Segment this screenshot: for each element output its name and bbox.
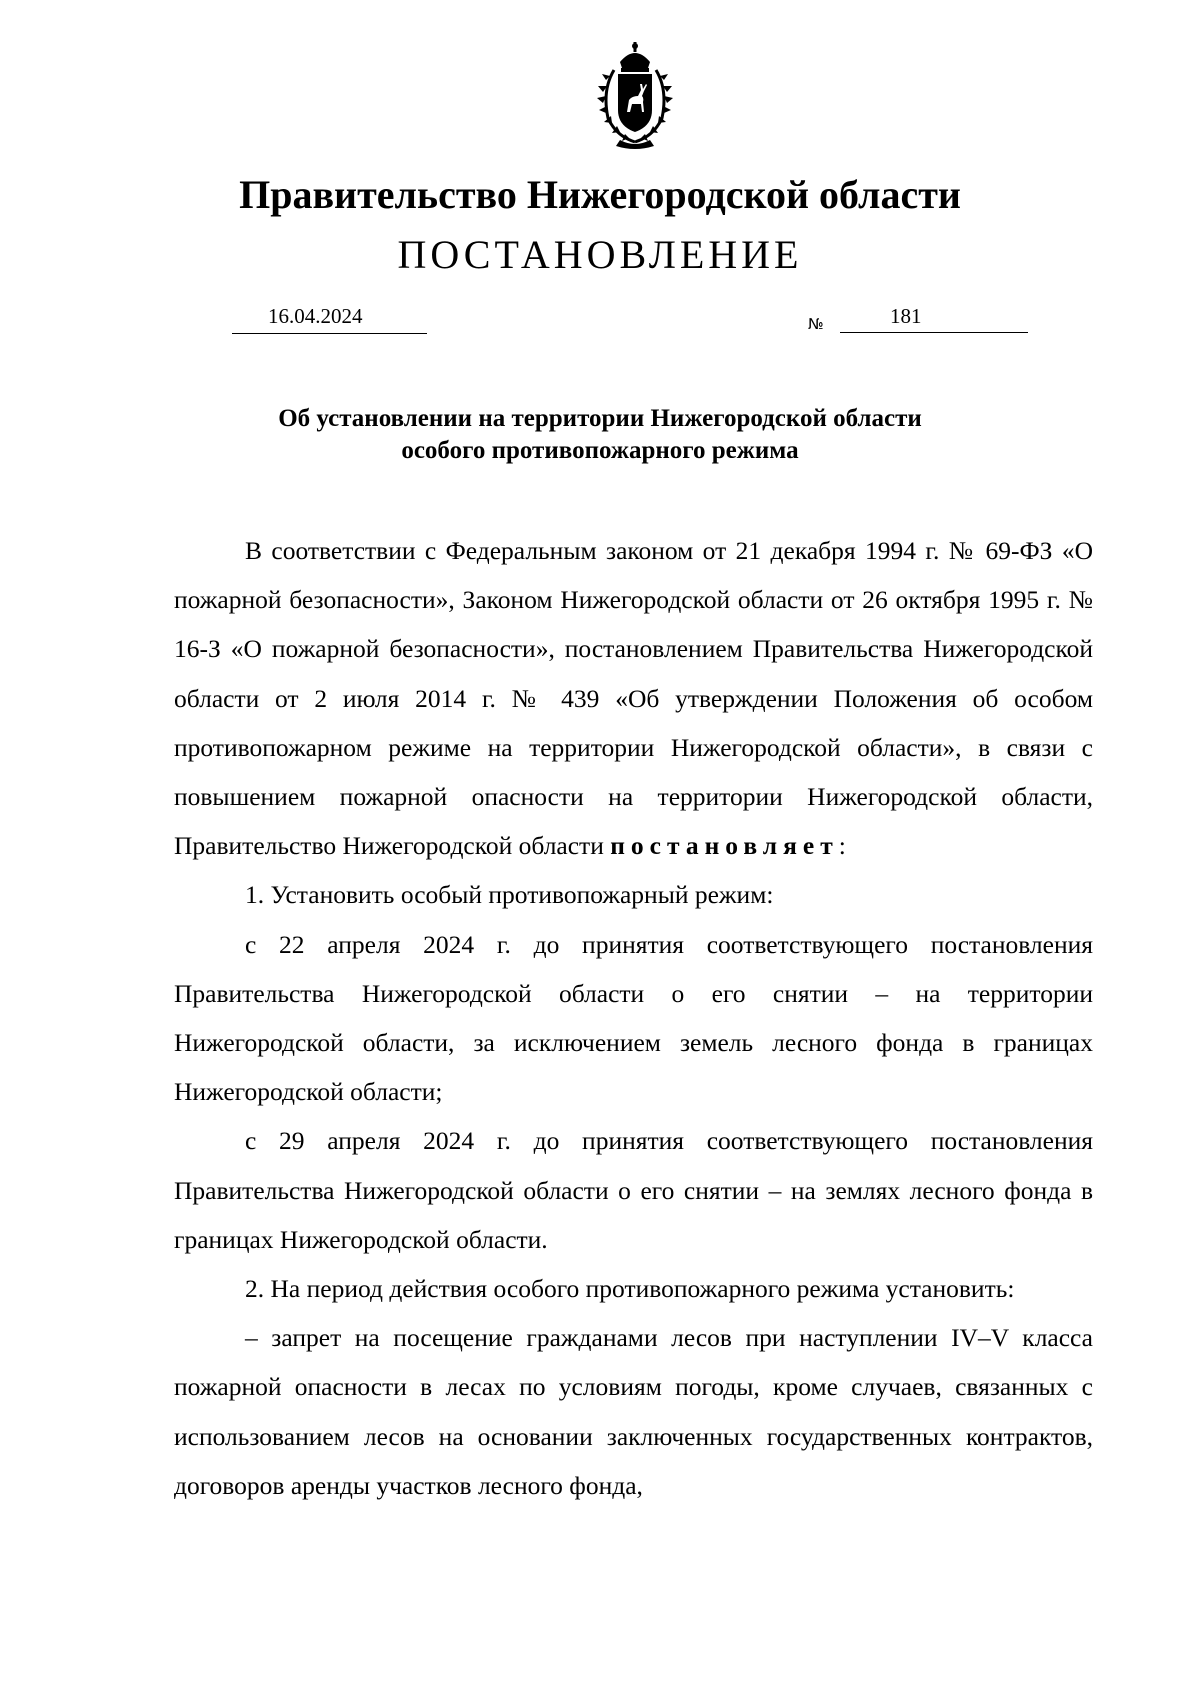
item-1-a: с 22 апреля 2024 г. до принятия соответствующего постановления Правительства Нижегородской области о его снятии – на территории Нижегородской области, за исключением земель лесного фонда в границах Нижегородской области;: [174, 929, 1093, 1107]
document-number: 181: [890, 304, 922, 328]
preamble-paragraph: [174, 526, 1093, 870]
document-date: 16.04.2024: [268, 304, 363, 328]
resolves-suffix: :: [838, 831, 846, 861]
item-2: 2. На период действия особого противопожарного режима установить:: [245, 1274, 1015, 1304]
document-body: [174, 526, 1093, 1510]
item-1-b: с 29 апреля 2024 г. до принятия соответствующего постановления Правительства Нижегородской области о его снятии – на землях лесного фонда в границах Нижегородской области.: [174, 1126, 1093, 1254]
document-type: ПОСТАНОВЛЕНИЕ: [397, 232, 803, 277]
number-sign: №: [808, 315, 824, 333]
number-field: [840, 303, 1028, 333]
government-title: Правительство Нижегородской области: [239, 172, 961, 217]
preamble-text: В соответствии с Федеральным законом от 21 декабря 1994 г. № 69-ФЗ «О пожарной безопасности», Законом Нижегородской области от 26 октября 1995 г. № 16-З «О пожарной безопасности», постановлением Правительства Нижегородской области от 2 июля 2014 г. № 439 «Об утверждении Положения об особом противопожарном режиме на территории Нижегородской области», в связи с повышением пожарной опасности на территории Нижегородской области, Правительство Нижегородской области: [174, 536, 1093, 861]
document-heading: [0, 403, 1200, 467]
coat-of-arms-icon: [580, 40, 690, 150]
date-field: [232, 303, 427, 334]
item-1: 1. Установить особый противопожарный режим:: [245, 880, 774, 910]
resolves-word: постановляет: [610, 831, 839, 861]
heading-line-2: особого противопожарного режима: [401, 437, 799, 464]
heading-line-1: Об установлении на территории Нижегородской области: [278, 405, 922, 432]
item-2-a: – запрет на посещение гражданами лесов при наступлении IV–V класса пожарной опасности в лесах по условиям погоды, кроме случаев, связанных с использованием лесов на основании заключенных государственных контрактов, договоров аренды участков лесного фонда,: [174, 1323, 1093, 1500]
